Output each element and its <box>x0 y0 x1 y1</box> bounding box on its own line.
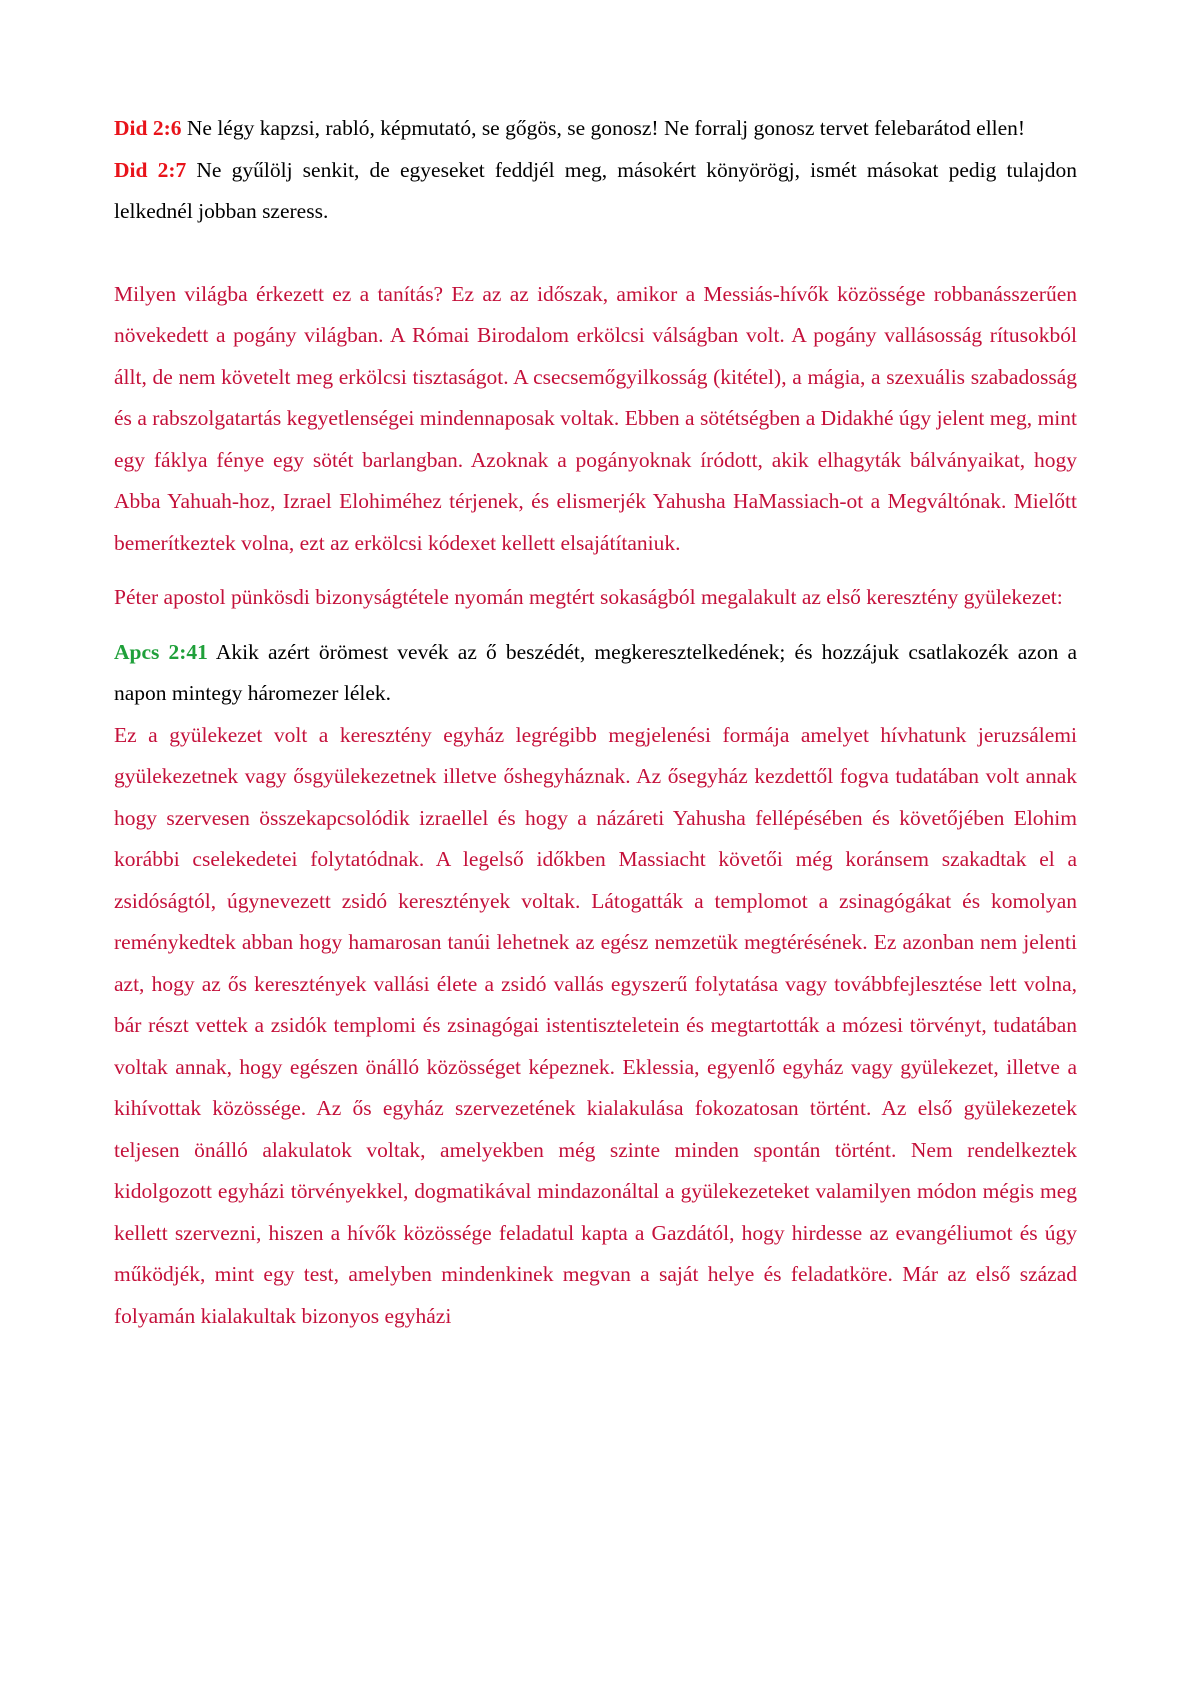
verse-text: Ne gyűlölj senkit, de egyeseket feddjél meg, másokért könyörögj, ismét másokat pedig tulajdon lelkednél jobban szeress. <box>114 157 1077 223</box>
verse-reference: Did 2:6 <box>114 116 182 140</box>
verse-reference: Apcs 2:41 <box>114 639 208 664</box>
commentary-paragraph-early-church: Ez a gyülekezet volt a keresztény egyház legrégibb megjelenési formája amelyet hívhatunk jeruzsálemi gyülekezetnek vagy ősgyülekezetnek illetve őshegyháznak. Az ősegyház kezdettől fogva tudatában volt annak hogy szervesen összekapcsolódik izraellel és hogy a názáreti Yahusha fellépésében és követőjében Elohim korábbi cselekedetei folytatódnak. A legelső időkben Massiacht követői még koránsem szakadtak el a zsidóságtól, úgynevezett zsidó keresztények voltak. Látogatták a templomot a zsinagógákat és komolyan reménykedtek abban hogy hamarosan tanúi lehetnek az egész nemzetük megtérésének. Ez azonban nem jelenti azt, hogy az ős keresztények vallási élete a zsidó vallás egyszerű folytatása vagy továbbfejlesztése lett volna, bár részt vettek a zsidók templomi és zsinagógai istentiszteletein és megtartották a mózesi törvényt, tudatában voltak annak, hogy egészen önálló közösséget képeznek. Eklessia, egyenlő egyház vagy gyülekezet, illetve a kihívottak közössége. Az ős egyház szervezetének kialakulása fokozatosan történt. Az első gyülekezetek teljesen önálló alakulatok voltak, amelyekben még szinte minden spontán történt. Nem rendelkeztek kidolgozott egyházi törvényekkel, dogmatikával mindazonáltal a gyülekezeteket valamilyen módon mégis meg kellett szervezni, hiszen a hívők közössége feladatul kapta a Gazdától, hogy hirdesse az evangéliumot és úgy működjék, mint egy test, amelyben mindenkinek megvan a saját helye és feladatköre. Már az első század folyamán kialakultak bizonyos egyházi <box>114 722 1077 1328</box>
page-content <box>114 108 1077 1337</box>
verse-apcs-2-41 <box>114 632 1077 715</box>
verse-reference: Did 2:7 <box>114 157 187 182</box>
verse-did-2-6 <box>114 108 1077 150</box>
verse-text: Akik azért örömest vevék az ő beszédét, megkeresztelkedének; és hozzájuk csatlakozék azon a napon mintegy háromezer lélek. <box>114 639 1077 705</box>
verse-did-2-7 <box>114 150 1077 233</box>
verse-text: Ne légy kapzsi, rabló, képmutató, se gőgös, se gonosz! Ne forralj gonosz tervet felebarátod ellen! <box>181 116 1026 140</box>
commentary-paragraph-world: Milyen világba érkezett ez a tanítás? Ez az az időszak, amikor a Messiás-hívők közössége robbanásszerűen növekedett a pogány világban. A Római Birodalom erkölcsi válságban volt. A pogány vallásosság rítusokból állt, de nem követelt meg erkölcsi tisztaságot. A csecsemőgyilkosság (kitétel), a mágia, a szexuális szabadosság és a rabszolgatartás kegyetlenségei mindennaposak voltak. Ebben a sötétségben a Didakhé úgy jelent meg, mint egy fáklya fénye egy sötét barlangban. Azoknak a pogányoknak íródott, akik elhagyták bálványaikat, hogy Abba Yahuah-hoz, Izrael Elohiméhez térjenek, és elismerjék Yahusha HaMassiach-ot a Megváltónak. Mielőtt bemerítkeztek volna, ezt az erkölcsi kódexet kellett elsajátítaniuk. <box>114 281 1077 555</box>
commentary-paragraph-pentecost: Péter apostol pünkösdi bizonyságtétele nyomán megtért sokaságból megalakult az első keresztény gyülekezet: <box>114 585 1063 609</box>
